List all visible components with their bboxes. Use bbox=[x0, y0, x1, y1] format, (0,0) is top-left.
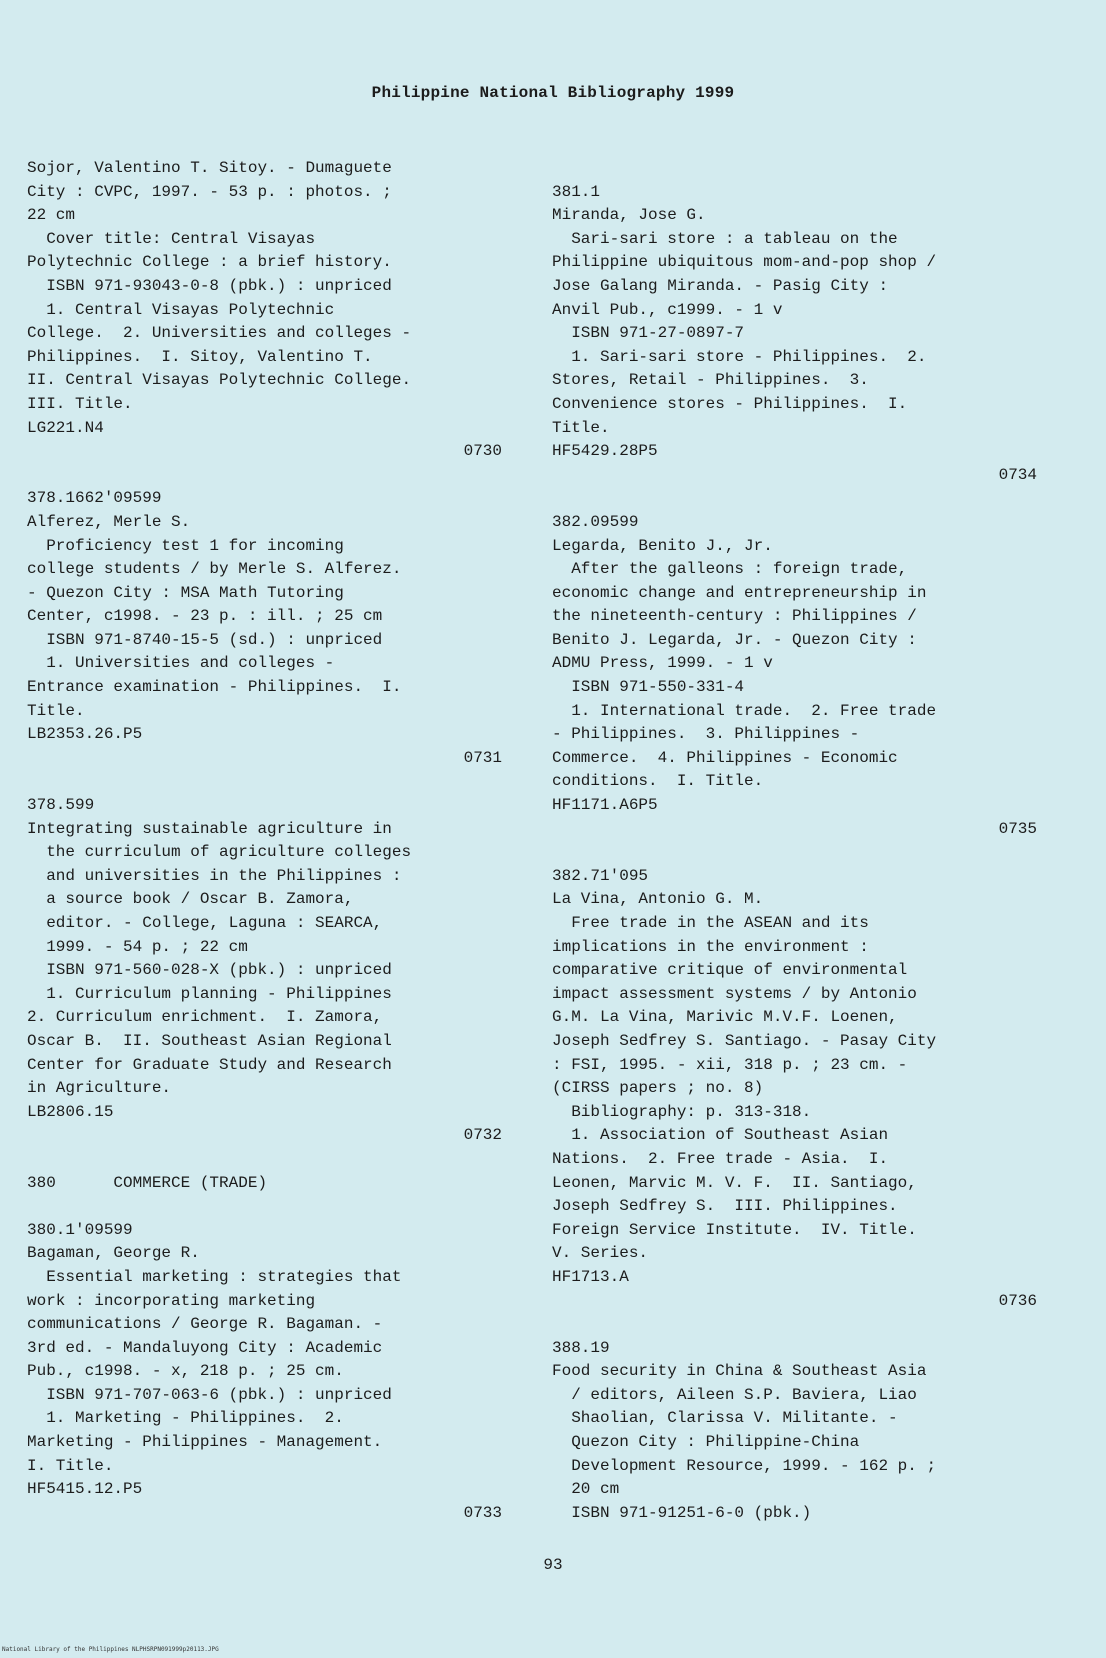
entry-line: Essential marketing : strategies that bbox=[27, 1267, 402, 1286]
entry-line: 381.1 bbox=[552, 182, 601, 201]
entry-line: 1. Sari-sari store - Philippines. 2. bbox=[552, 347, 927, 366]
entry-line: 2. Curriculum enrichment. I. Zamora, bbox=[27, 1008, 383, 1027]
right-column bbox=[552, 157, 1037, 1525]
bibliography-entry bbox=[27, 1172, 502, 1196]
entry-line: Entrance examination - Philippines. I. bbox=[27, 678, 402, 697]
left-column bbox=[27, 157, 502, 1525]
entry-line: the curriculum of agriculture colleges bbox=[27, 843, 412, 862]
entry-line: (CIRSS papers ; no. 8) bbox=[552, 1079, 764, 1098]
entry-line: Foreign Service Institute. IV. Title. bbox=[552, 1220, 917, 1239]
entry-line: Alferez, Merle S. bbox=[27, 512, 191, 531]
entry-line: V. Series. bbox=[552, 1244, 649, 1263]
entry-line: 382.71'095 bbox=[552, 866, 649, 885]
entry-line: Cover title: Central Visayas bbox=[27, 229, 316, 248]
entry-line: 22 cm bbox=[27, 206, 76, 225]
entry-line: I. Title. bbox=[27, 1456, 114, 1475]
entry-line: ISBN 971-27-0897-7 bbox=[552, 324, 745, 343]
entry-gap bbox=[27, 464, 502, 488]
entry-line: Shaolian, Clarissa V. Militante. - bbox=[552, 1409, 898, 1428]
entry-line: - Quezon City : MSA Math Tutoring bbox=[27, 583, 344, 602]
entry-line: the nineteenth-century : Philippines / bbox=[552, 607, 917, 626]
entry-line: 20 cm bbox=[552, 1480, 620, 1499]
entry-line: HF5429.28P5 bbox=[552, 442, 658, 461]
entry-line: Marketing - Philippines - Management. bbox=[27, 1433, 383, 1452]
entry-line: 380 COMMERCE (TRADE) bbox=[27, 1173, 268, 1192]
entry-line: conditions. I. Title. bbox=[552, 772, 764, 791]
entry-number: 0731 bbox=[463, 748, 502, 767]
entry-line: Joseph Sedfrey S. III. Philippines. bbox=[552, 1197, 898, 1216]
entry-line: HF1171.A6P5 bbox=[552, 796, 658, 815]
entry-line: : FSI, 1995. - xii, 318 p. ; 23 cm. - bbox=[552, 1055, 908, 1074]
entry-line: 1. Marketing - Philippines. 2. bbox=[27, 1409, 344, 1428]
entry-gap bbox=[552, 1313, 1037, 1337]
bibliography-entry bbox=[552, 865, 1037, 1313]
entry-line: implications in the environment : bbox=[552, 937, 869, 956]
entry-line: 1. Universities and colleges - bbox=[27, 654, 335, 673]
entry-line: HF1713.A bbox=[552, 1267, 629, 1286]
entry-line: II. Central Visayas Polytechnic College. bbox=[27, 371, 412, 390]
entry-line: ISBN 971-560-028-X (pbk.) : unpriced bbox=[27, 961, 392, 980]
entry-line: Bagaman, George R. bbox=[27, 1244, 200, 1263]
entry-line: La Vina, Antonio G. M. bbox=[552, 890, 764, 909]
entry-line: a source book / Oscar B. Zamora, bbox=[27, 890, 354, 909]
entry-number: 0734 bbox=[998, 465, 1037, 484]
entry-line: ISBN 971-8740-15-5 (sd.) : unpriced bbox=[27, 630, 383, 649]
entry-line: 380.1'09599 bbox=[27, 1220, 133, 1239]
entry-number: 0730 bbox=[463, 442, 502, 461]
entry-line: III. Title. bbox=[27, 394, 133, 413]
entry-line: Leonen, Marvic M. V. F. II. Santiago, bbox=[552, 1173, 917, 1192]
scan-footer: National Library of the Philippines NLPHSRPN091999p20113.JPG bbox=[2, 1646, 219, 1653]
bibliography-entry bbox=[552, 157, 1037, 487]
entry-line: ISBN 971-91251-6-0 (pbk.) bbox=[552, 1503, 812, 1522]
entry-line: 388.19 bbox=[552, 1338, 610, 1357]
entry-line: LG221.N4 bbox=[27, 418, 104, 437]
entry-line: G.M. La Vina, Marivic M.V.F. Loenen, bbox=[552, 1008, 898, 1027]
entry-line: and universities in the Philippines : bbox=[27, 866, 402, 885]
entry-line: communications / George R. Bagaman. - bbox=[27, 1315, 383, 1334]
entry-line: college students / by Merle S. Alferez. bbox=[27, 560, 402, 579]
bibliography-entry bbox=[552, 511, 1037, 841]
entry-line: Food security in China & Southeast Asia bbox=[552, 1362, 927, 1381]
entry-line: economic change and entrepreneurship in bbox=[552, 583, 927, 602]
entry-line: Commerce. 4. Philippines - Economic bbox=[552, 748, 898, 767]
entry-line: Free trade in the ASEAN and its bbox=[552, 914, 869, 932]
entry-line: 1. Association of Southeast Asian bbox=[552, 1126, 889, 1145]
entry-line: Anvil Pub., c1999. - 1 v bbox=[552, 300, 783, 319]
entry-line: Bibliography: p. 313-318. bbox=[552, 1102, 812, 1121]
entry-line: City : CVPC, 1997. - 53 p. : photos. ; bbox=[27, 182, 392, 201]
entry-line: College. 2. Universities and colleges - bbox=[27, 324, 412, 343]
entry-line: ISBN 971-93043-0-8 (pbk.) : unpriced bbox=[27, 276, 392, 295]
entry-line: ISBN 971-550-331-4 bbox=[552, 678, 745, 697]
entry-line: ADMU Press, 1999. - 1 v bbox=[552, 654, 773, 673]
entry-line: work : incorporating marketing bbox=[27, 1291, 316, 1310]
entry-line: Quezon City : Philippine-China bbox=[552, 1433, 860, 1452]
entry-line: in Agriculture. bbox=[27, 1079, 172, 1098]
page-number: 93 bbox=[543, 1556, 563, 1574]
entry-line: impact assessment systems / by Antonio bbox=[552, 984, 917, 1003]
entry-line: - Philippines. 3. Philippines - bbox=[552, 725, 860, 744]
entry-number: 0735 bbox=[998, 819, 1037, 838]
entry-line: Joseph Sedfrey S. Santiago. - Pasay City bbox=[552, 1031, 937, 1050]
entry-line: Miranda, Jose G. bbox=[552, 206, 706, 225]
entry-line: Sari-sari store : a tableau on the bbox=[552, 229, 898, 248]
entry-line: Nations. 2. Free trade - Asia. I. bbox=[552, 1149, 889, 1168]
entry-line: Convenience stores - Philippines. I. bbox=[552, 394, 908, 413]
bibliography-entry bbox=[27, 157, 502, 464]
entry-line: ISBN 971-707-063-6 (pbk.) : unpriced bbox=[27, 1385, 392, 1404]
entry-line: 3rd ed. - Mandaluyong City : Academic bbox=[27, 1338, 383, 1357]
entry-line: Legarda, Benito J., Jr. bbox=[552, 536, 773, 555]
entry-gap bbox=[27, 770, 502, 794]
entry-line: 382.09599 bbox=[552, 512, 639, 531]
entry-gap bbox=[27, 1148, 502, 1172]
entry-gap bbox=[552, 487, 1037, 511]
entry-gap bbox=[27, 1195, 502, 1219]
entry-line: 378.1662'09599 bbox=[27, 489, 162, 508]
entry-number: 0732 bbox=[463, 1126, 502, 1145]
entry-line: 1. Central Visayas Polytechnic bbox=[27, 300, 335, 319]
entry-line: 378.599 bbox=[27, 796, 95, 815]
entry-line: LB2353.26.P5 bbox=[27, 725, 143, 744]
entry-line: Jose Galang Miranda. - Pasig City : bbox=[552, 276, 889, 295]
entry-line: Proficiency test 1 for incoming bbox=[27, 536, 344, 555]
entry-line: Pub., c1998. - x, 218 p. ; 25 cm. bbox=[27, 1362, 344, 1381]
entry-line: Benito J. Legarda, Jr. - Quezon City : bbox=[552, 630, 917, 649]
entry-line: Polytechnic College : a brief history. bbox=[27, 253, 392, 272]
bibliography-entry bbox=[27, 487, 502, 770]
entry-line: 1. Curriculum planning - Philippines bbox=[27, 984, 392, 1003]
entry-line: Center, c1998. - 23 p. : ill. ; 25 cm bbox=[27, 607, 383, 626]
entry-line bbox=[552, 157, 1037, 181]
entry-line: 1. International trade. 2. Free trade bbox=[552, 701, 937, 720]
entry-line: Center for Graduate Study and Research bbox=[27, 1055, 392, 1074]
page-title: Philippine National Bibliography 1999 bbox=[371, 84, 735, 102]
bibliography-entry bbox=[27, 794, 502, 1148]
entry-line: HF5415.12.P5 bbox=[27, 1480, 143, 1499]
entry-line: Title. bbox=[27, 701, 85, 720]
entry-line: editor. - College, Laguna : SEARCA, bbox=[27, 914, 383, 932]
entry-line: After the galleons : foreign trade, bbox=[552, 560, 908, 579]
entry-line: Title. bbox=[552, 418, 610, 437]
entry-line: Philippines. I. Sitoy, Valentino T. bbox=[27, 347, 373, 366]
entry-gap bbox=[552, 841, 1037, 865]
bibliography-entry bbox=[552, 1337, 1037, 1526]
entry-number: 0733 bbox=[463, 1503, 502, 1522]
entry-line: Philippine ubiquitous mom-and-pop shop / bbox=[552, 253, 937, 272]
entry-line: LB2806.15 bbox=[27, 1102, 114, 1121]
entry-line: Oscar B. II. Southeast Asian Regional bbox=[27, 1031, 392, 1050]
entry-line: 1999. - 54 p. ; 22 cm bbox=[27, 937, 248, 956]
bibliography-entry bbox=[27, 1219, 502, 1526]
entry-line: Development Resource, 1999. - 162 p. ; bbox=[552, 1456, 937, 1475]
entry-number: 0736 bbox=[998, 1291, 1037, 1310]
entry-line: Stores, Retail - Philippines. 3. bbox=[552, 371, 869, 390]
entry-line: Sojor, Valentino T. Sitoy. - Dumaguete bbox=[27, 159, 392, 177]
entry-line: Integrating sustainable agriculture in bbox=[27, 819, 392, 838]
entry-line: comparative critique of environmental bbox=[552, 961, 908, 980]
entry-line: / editors, Aileen S.P. Baviera, Liao bbox=[552, 1385, 917, 1404]
